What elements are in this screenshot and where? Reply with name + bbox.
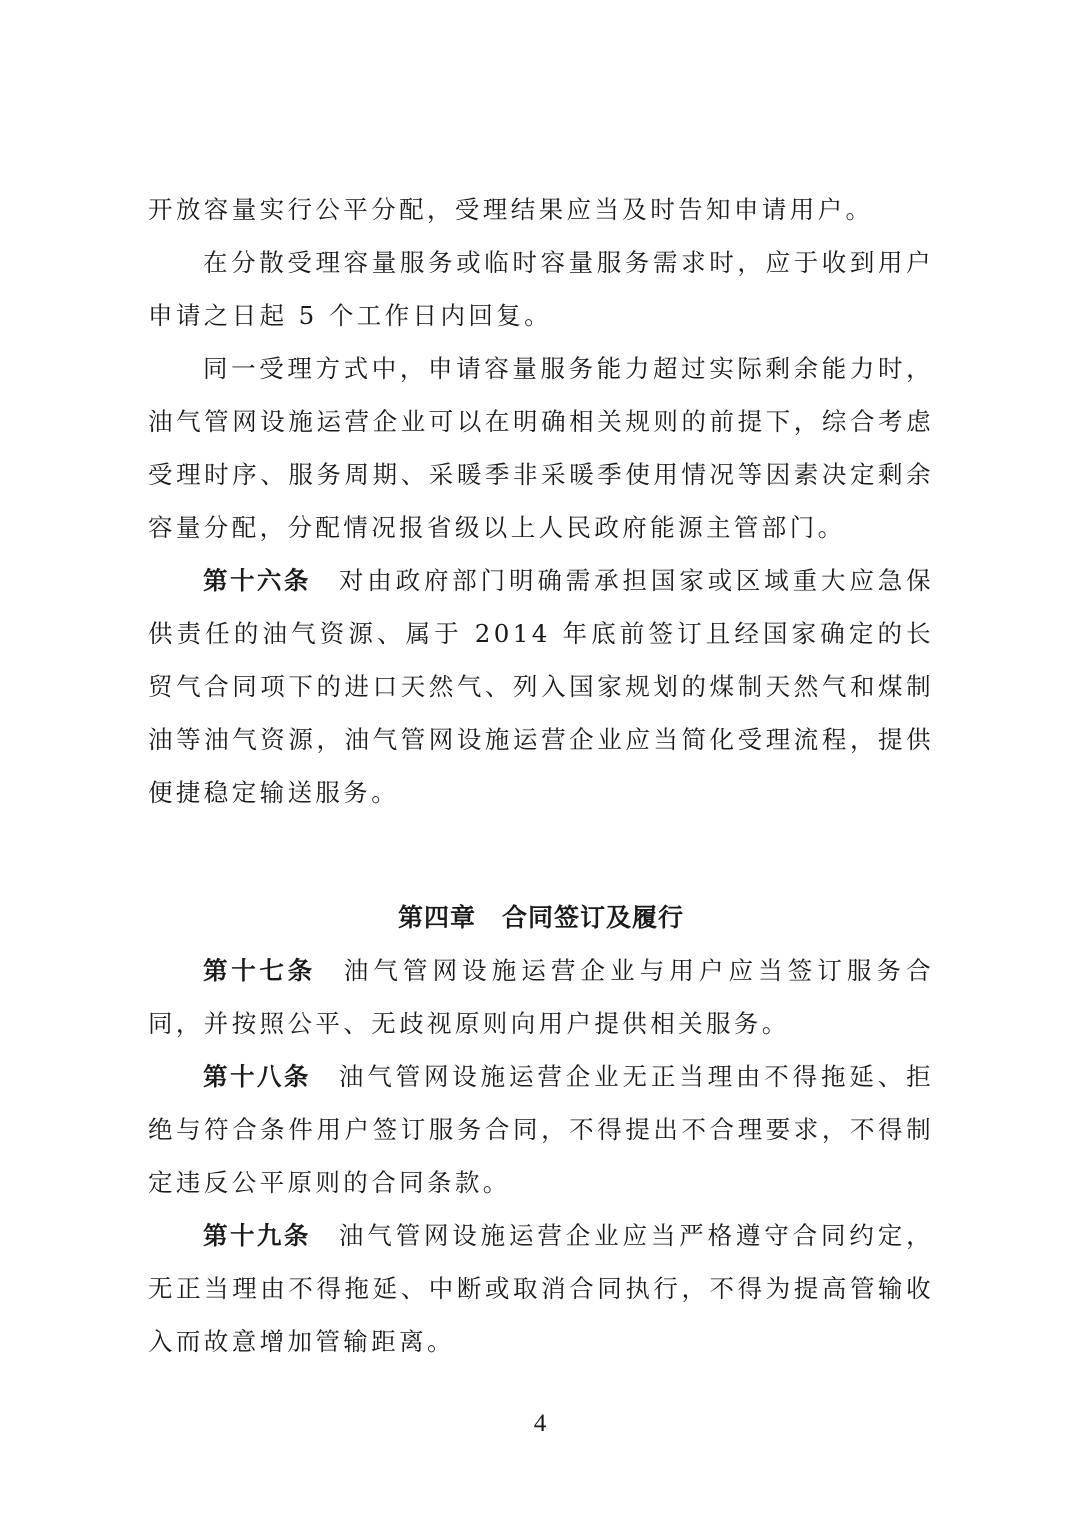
article-18-text: 油气管网设施运营企业无正当理由不得拖延、拒绝与符合条件用户签订服务合同，不得提出不合理要求，不得制定违反公平原则的合同条款。 xyxy=(148,1062,935,1197)
document-body xyxy=(148,183,934,1368)
chapter-title: 合同签订及履行 xyxy=(502,903,685,932)
article-18-head: 第十八条 xyxy=(203,1062,311,1091)
paragraph-capacity-allocation: 同一受理方式中，申请容量服务能力超过实际剩余能力时，油气管网设施运营企业可以在明确相关规则的前提下，综合考虑受理时序、服务周期、采暖季非采暖季使用情况等因素决定剩余容量分配，分配情况报省级以上人民政府能源主管部门。 xyxy=(148,354,934,542)
article-17-text: 油气管网设施运营企业与用户应当签订服务合同，并按照公平、无歧视原则向用户提供相关服务。 xyxy=(148,956,935,1038)
article-19-head: 第十九条 xyxy=(203,1221,311,1250)
article-19 xyxy=(148,1209,934,1368)
article-19-text: 油气管网设施运营企业应当严格遵守合同约定，无正当理由不得拖延、中断或取消合同执行，不得为提高管输收入而故意增加管输距离。 xyxy=(148,1221,935,1356)
chapter-heading xyxy=(148,891,934,944)
article-16 xyxy=(148,554,934,819)
article-17-head: 第十七条 xyxy=(203,956,316,985)
chapter-number: 第四章 xyxy=(397,903,476,932)
page-number: 4 xyxy=(533,1410,547,1437)
paragraph-reply-deadline: 在分散受理容量服务或临时容量服务需求时，应于收到用户申请之日起 5 个工作日内回复。 xyxy=(148,248,934,330)
article-16-head: 第十六条 xyxy=(203,566,311,595)
article-18 xyxy=(148,1050,934,1209)
paragraph-continuation: 开放容量实行公平分配，受理结果应当及时告知申请用户。 xyxy=(148,195,874,224)
article-16-text: 对由政府部门明确需承担国家或区域重大应急保供责任的油气资源、属于 2014 年底前签订且经国家确定的长贸气合同项下的进口天然气、列入国家规划的煤制天然气和煤制油等油气资源，油气管网设施运营企业应当简化受理流程，提供便捷稳定输送服务。 xyxy=(148,566,935,807)
article-17 xyxy=(148,944,934,1050)
